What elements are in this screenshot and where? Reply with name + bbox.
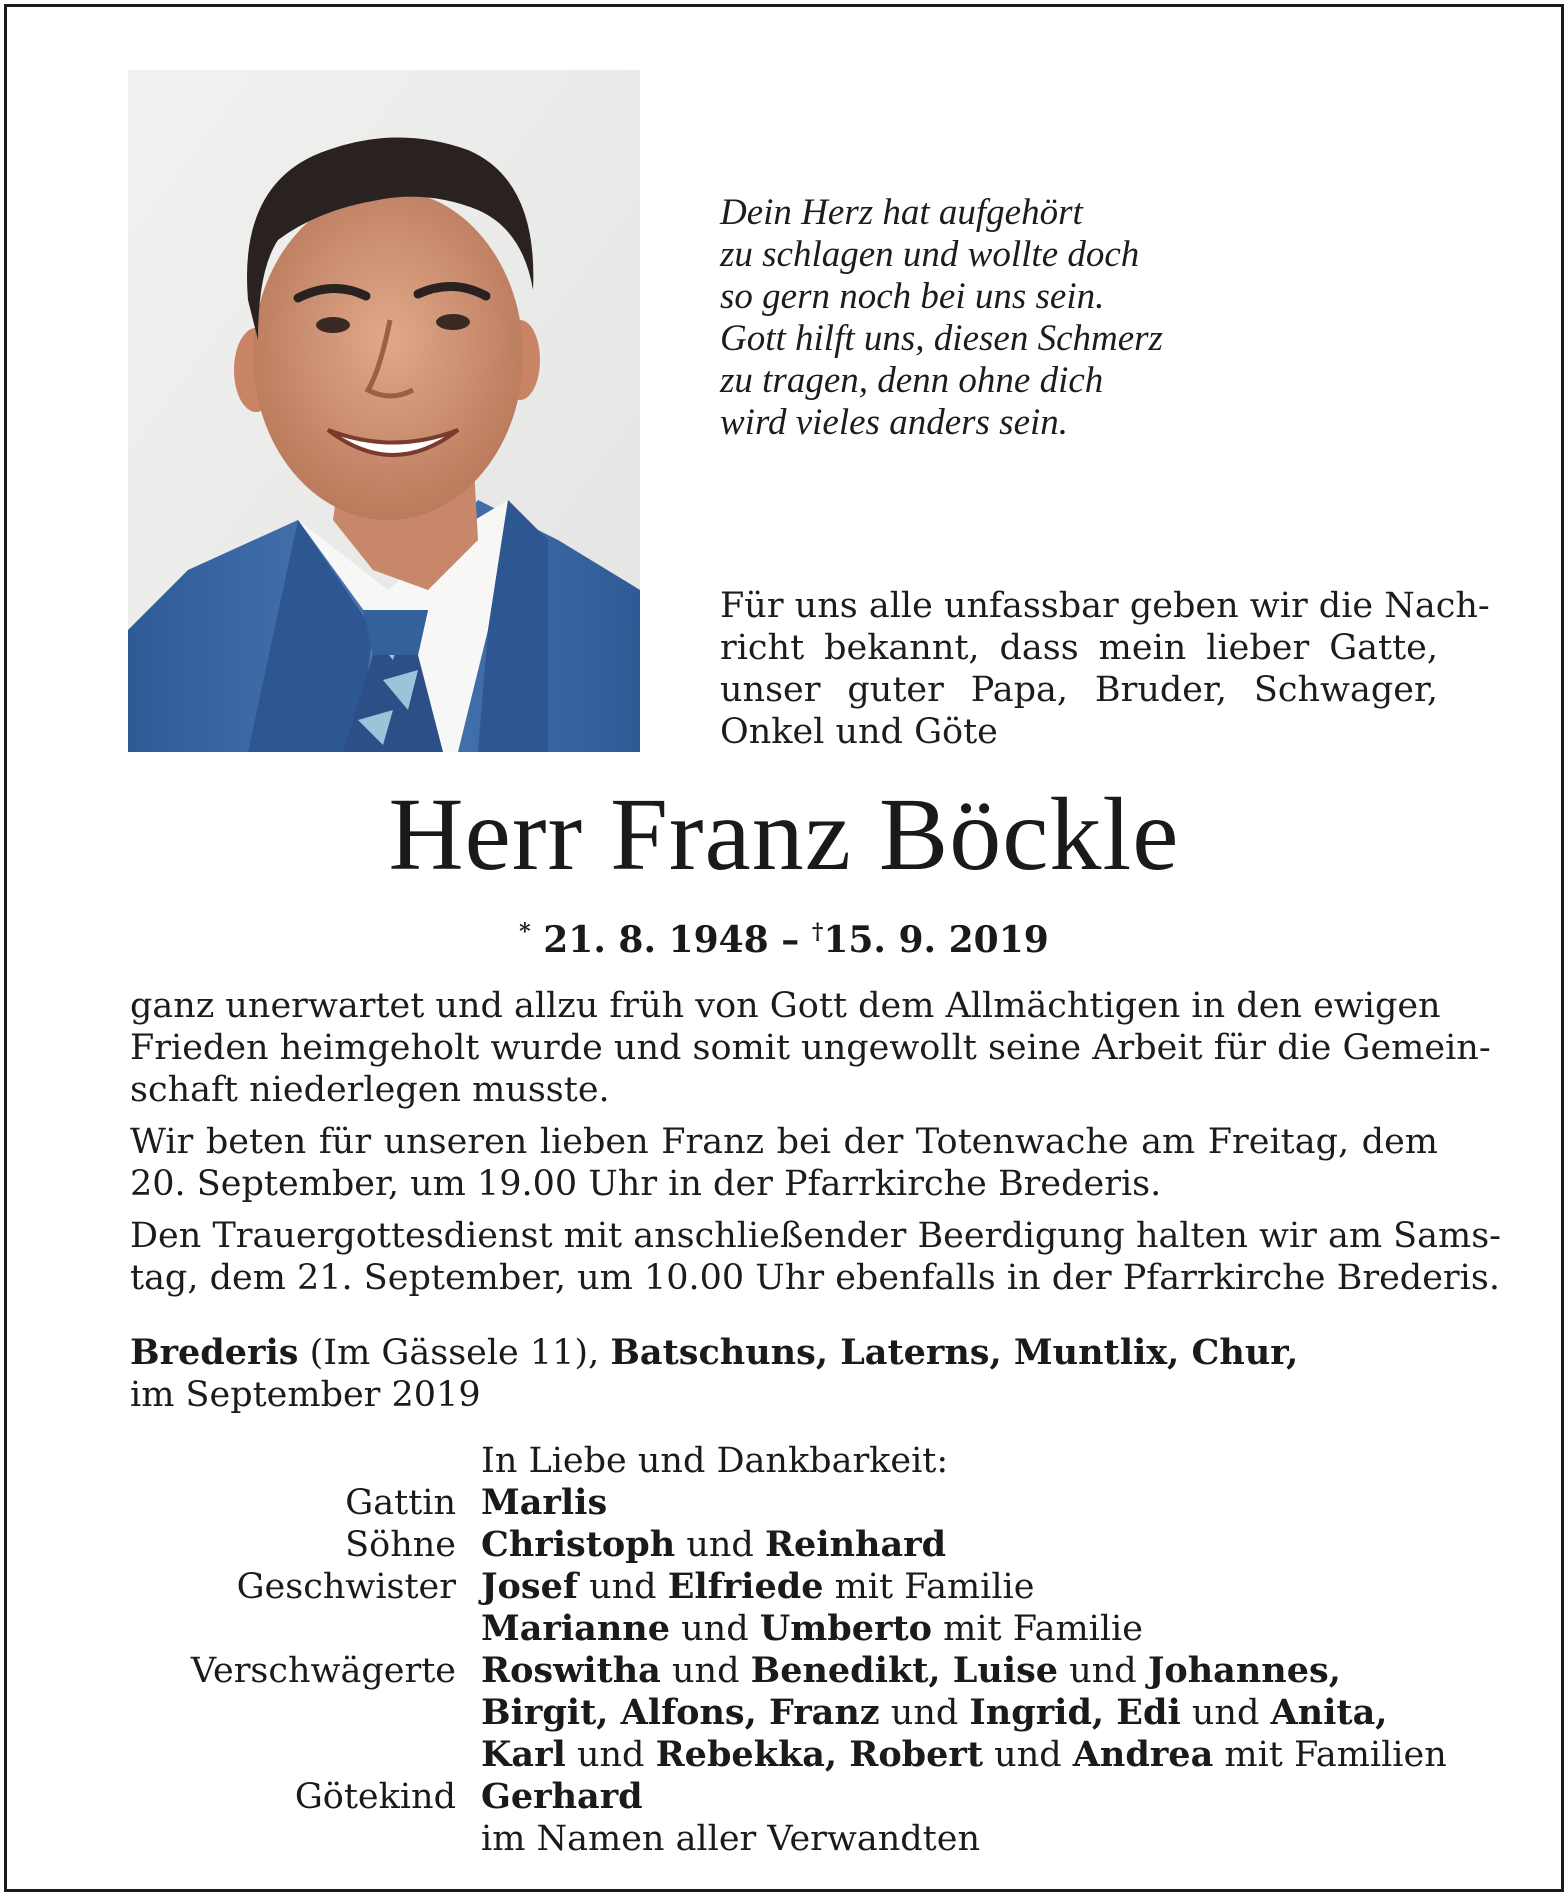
connector: und (879, 1693, 970, 1733)
death-date: 15. 9. 2019 (823, 919, 1049, 961)
family-row-gattin (130, 1482, 1460, 1524)
death-symbol: † (811, 919, 824, 945)
mourner-name: Benedikt, Luise (750, 1650, 1059, 1691)
connector: und (670, 1609, 760, 1649)
poem-line: Gott hilft uns, diesen Schmerz (720, 318, 1163, 359)
body-line: Wir beten für unseren lieben Franz bei der Totenwache am Freitag, dem (130, 1122, 1438, 1162)
mourner-name: Andrea (1072, 1734, 1214, 1775)
family-row (130, 1818, 1460, 1860)
body-line: Den Trauergottesdienst mit anschließender Beerdigung halten wir am Sams- (130, 1216, 1501, 1256)
announcement-body (130, 985, 1501, 1309)
relation-label: Geschwister (236, 1567, 456, 1607)
portrait-photo (128, 70, 640, 752)
connector: und (983, 1735, 1073, 1775)
connector: und (1180, 1693, 1271, 1733)
intro-line: unser guter Papa, Bruder, Schwager, (720, 670, 1438, 710)
mourner-name: Marianne (481, 1608, 670, 1649)
poem-line: wird vieles anders sein. (720, 402, 1069, 443)
mourner-name: Johannes, (1147, 1650, 1341, 1691)
hometown: Brederis (130, 1332, 299, 1373)
poem (720, 192, 1420, 444)
mourners-list (130, 1440, 1460, 1860)
mourner-name: Elfriede (667, 1566, 824, 1607)
paragraph-wake (130, 1121, 1438, 1205)
poem-line: Dein Herz hat aufgehört (720, 192, 1083, 233)
connector: und (565, 1735, 656, 1775)
mourner-name: Reinhard (764, 1524, 947, 1565)
family-row (130, 1608, 1460, 1650)
poem-line: zu schlagen und wollte doch (720, 234, 1140, 275)
family-row-verschwaegerte (130, 1650, 1460, 1692)
relation-label: Verschwägerte (190, 1651, 456, 1691)
other-places: Batschuns, Laterns, Muntlix, Chur, (610, 1332, 1299, 1373)
body-line: 20. September, um 19.00 Uhr in der Pfarrkirche Brederis. (130, 1164, 1162, 1204)
intro-line: Für uns alle unfassbar geben wir die Nach- (720, 586, 1490, 626)
places-line (130, 1332, 1438, 1374)
connector: und (660, 1651, 751, 1691)
birth-symbol: * (519, 919, 531, 945)
date-separator: – (781, 919, 800, 961)
poem-line: so gern noch bei uns sein. (720, 276, 1105, 317)
mourner-name: Roswitha (481, 1650, 661, 1691)
body-line: tag, dem 21. September, um 10.00 Uhr ebenfalls in der Pfarrkirche Brederis. (130, 1258, 1500, 1298)
poem-line: zu tragen, denn ohne dich (720, 360, 1104, 401)
connector: mit Familie (932, 1609, 1143, 1649)
body-line: Frieden heimgeholt wurde und somit ungewollt seine Arbeit für die Gemein- (130, 1028, 1491, 1068)
intro-line: richt bekannt, dass mein lieber Gatte, (720, 628, 1438, 668)
relation-label: Gattin (345, 1483, 456, 1523)
life-dates (0, 910, 1568, 962)
closing-line: im Namen aller Verwandten (481, 1819, 980, 1859)
mourner-name: Karl (481, 1734, 566, 1775)
connector: und (1058, 1651, 1148, 1691)
mourner-name: Anita, (1270, 1692, 1388, 1733)
family-row (130, 1692, 1460, 1734)
deceased-name: Herr Franz Böckle (388, 777, 1180, 892)
mourner-name: Gerhard (481, 1776, 643, 1817)
paragraph-funeral (130, 1215, 1501, 1299)
mourner-name: Ingrid, Edi (969, 1692, 1181, 1733)
birth-date: 21. 8. 1948 (543, 919, 769, 961)
body-line: schaft niederlegen musste. (130, 1070, 610, 1110)
body-line: ganz unerwartet und allzu früh von Gott dem Allmächtigen in den ewigen (130, 986, 1441, 1026)
announcement-intro (720, 585, 1490, 753)
mourner-name: Christoph (481, 1524, 676, 1565)
family-row (130, 1734, 1460, 1776)
family-row-soehne (130, 1524, 1460, 1566)
mourner-name: Umberto (759, 1608, 932, 1649)
family-row (130, 1440, 1460, 1482)
connector: und (675, 1525, 765, 1565)
family-row-geschwister (130, 1566, 1460, 1608)
relation-label: Götekind (294, 1777, 456, 1817)
home-address: (Im Gässele 11), (298, 1333, 611, 1373)
paragraph-passing (130, 985, 1491, 1111)
connector: und (577, 1567, 668, 1607)
mourner-name: Josef (481, 1566, 578, 1607)
announcement-date: im September 2019 (130, 1375, 481, 1415)
family-heading: In Liebe und Dankbarkeit: (481, 1441, 949, 1481)
connector: mit Familie (823, 1567, 1035, 1607)
family-row-goetekind (130, 1776, 1460, 1818)
portrait-illustration (128, 70, 640, 752)
relation-label: Söhne (345, 1525, 456, 1565)
mourner-name: Rebekka, Robert (655, 1734, 984, 1775)
places-and-date (130, 1332, 1438, 1416)
mourner-name: Birgit, Alfons, Franz (481, 1692, 880, 1733)
connector: mit Familien (1213, 1735, 1447, 1775)
intro-line: Onkel und Göte (720, 712, 998, 752)
mourner-name: Marlis (481, 1482, 608, 1523)
